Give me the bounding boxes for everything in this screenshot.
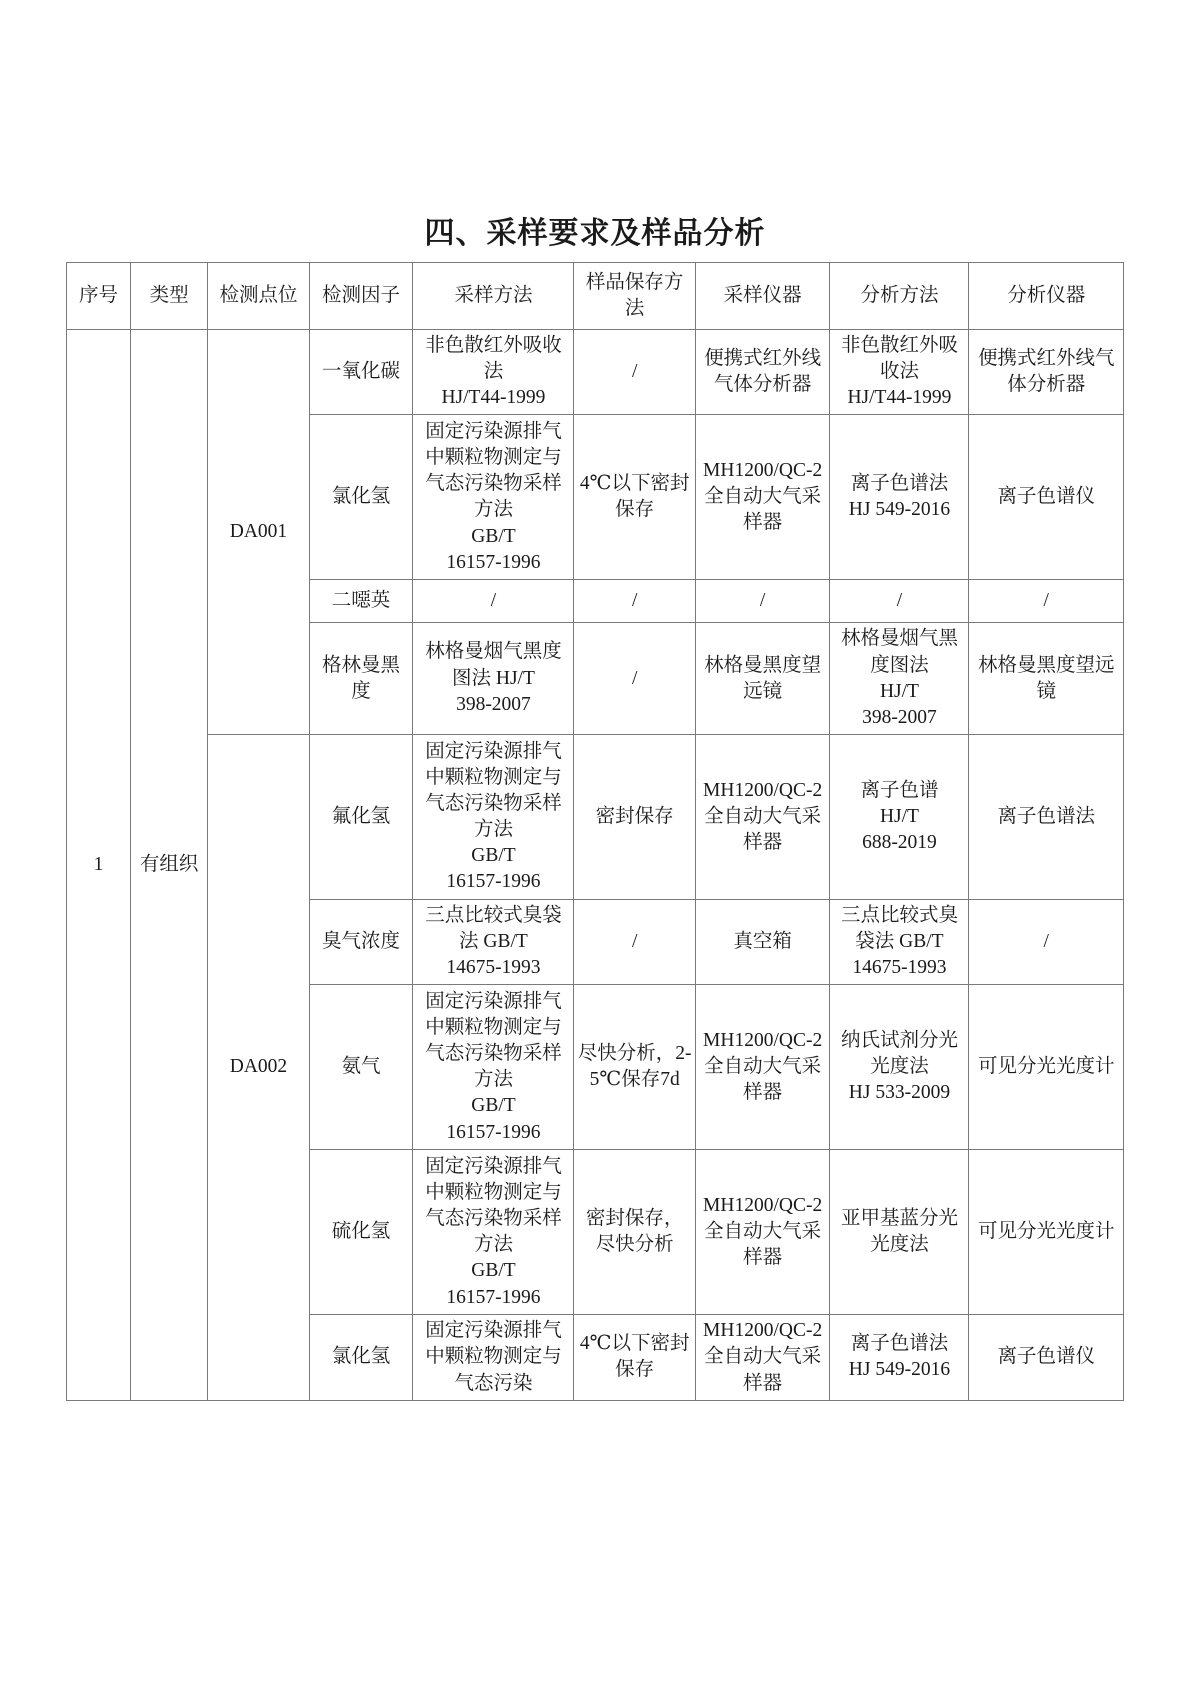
cell-sampling-method: 固定污染源排气中颗粒物测定与气态污染物采样方法 GB/T 16157-1996 xyxy=(413,1150,574,1315)
cell-analysis-instrument: 离子色谱法 xyxy=(969,734,1124,899)
cell-sampling-instrument: / xyxy=(695,580,830,623)
page-title: 四、采样要求及样品分析 xyxy=(424,217,766,250)
cell-factor: 臭气浓度 xyxy=(309,899,413,984)
cell-factor: 二噁英 xyxy=(309,580,413,623)
cell-analysis-method: 亚甲基蓝分光光度法 xyxy=(830,1150,969,1315)
cell-sampling-instrument: MH1200/QC-2 全自动大气采样器 xyxy=(695,1315,830,1400)
cell-monitoring-point-da001: DA001 xyxy=(208,330,310,735)
cell-preservation: 密封保存，尽快分析 xyxy=(574,1150,695,1315)
sampling-table-container xyxy=(66,262,1124,1401)
column-header-seq: 序号 xyxy=(67,263,131,330)
column-header-type: 类型 xyxy=(130,263,207,330)
cell-sampling-instrument: MH1200/QC-2 全自动大气采样器 xyxy=(695,734,830,899)
column-header-preserve: 样品保存方法 xyxy=(574,263,695,330)
cell-factor: 格林曼黑度 xyxy=(309,623,413,735)
cell-analysis-method: 离子色谱法 HJ 549-2016 xyxy=(830,1315,969,1400)
cell-sampling-method: 固定污染源排气中颗粒物测定与气态污染 xyxy=(413,1315,574,1400)
column-header-point: 检测点位 xyxy=(208,263,310,330)
sampling-requirements-table xyxy=(66,262,1124,1401)
cell-analysis-instrument: 可见分光光度计 xyxy=(969,985,1124,1150)
column-header-instrument: 分析仪器 xyxy=(969,263,1124,330)
table-row xyxy=(67,330,1124,415)
cell-sampling-instrument: 林格曼黑度望远镜 xyxy=(695,623,830,735)
cell-factor: 氯化氢 xyxy=(309,1315,413,1400)
cell-factor: 氟化氢 xyxy=(309,734,413,899)
cell-analysis-method: 林格曼烟气黑度图法 HJ/T 398-2007 xyxy=(830,623,969,735)
cell-analysis-instrument: 林格曼黑度望远镜 xyxy=(969,623,1124,735)
column-header-analysis: 分析方法 xyxy=(830,263,969,330)
cell-sampling-method: 非色散红外吸收法 HJ/T44-1999 xyxy=(413,330,574,415)
cell-sampling-instrument: MH1200/QC-2 全自动大气采样器 xyxy=(695,415,830,580)
cell-analysis-instrument: 离子色谱仪 xyxy=(969,415,1124,580)
cell-preservation: 4℃以下密封保存 xyxy=(574,415,695,580)
cell-sampling-method: 固定污染源排气中颗粒物测定与气态污染物采样方法 GB/T 16157-1996 xyxy=(413,985,574,1150)
cell-sampling-method: 固定污染源排气中颗粒物测定与气态污染物采样方法 GB/T 16157-1996 xyxy=(413,415,574,580)
cell-type: 有组织 xyxy=(130,330,207,1401)
cell-sampling-instrument: 便携式红外线气体分析器 xyxy=(695,330,830,415)
cell-analysis-method: 离子色谱 HJ/T 688-2019 xyxy=(830,734,969,899)
table-row xyxy=(67,734,1124,899)
cell-factor: 氯化氢 xyxy=(309,415,413,580)
cell-sequence-number: 1 xyxy=(67,330,131,1401)
cell-sampling-instrument: MH1200/QC-2 全自动大气采样器 xyxy=(695,1150,830,1315)
cell-preservation: / xyxy=(574,580,695,623)
cell-preservation: 密封保存 xyxy=(574,734,695,899)
cell-factor: 一氧化碳 xyxy=(309,330,413,415)
column-header-method: 采样方法 xyxy=(413,263,574,330)
cell-sampling-method: 固定污染源排气中颗粒物测定与气态污染物采样方法 GB/T 16157-1996 xyxy=(413,734,574,899)
cell-sampling-method: 林格曼烟气黑度图法 HJ/T 398-2007 xyxy=(413,623,574,735)
column-header-factor: 检测因子 xyxy=(309,263,413,330)
cell-preservation: / xyxy=(574,623,695,735)
cell-monitoring-point-da002: DA002 xyxy=(208,734,310,1400)
header-row xyxy=(67,263,1124,330)
cell-preservation: 尽快分析，2-5℃保存7d xyxy=(574,985,695,1150)
cell-analysis-method: 纳氏试剂分光光度法 HJ 533-2009 xyxy=(830,985,969,1150)
cell-analysis-instrument: 可见分光光度计 xyxy=(969,1150,1124,1315)
cell-analysis-instrument: / xyxy=(969,899,1124,984)
cell-preservation: / xyxy=(574,899,695,984)
column-header-sampler: 采样仪器 xyxy=(695,263,830,330)
cell-sampling-instrument: MH1200/QC-2 全自动大气采样器 xyxy=(695,985,830,1150)
cell-analysis-method: 离子色谱法 HJ 549-2016 xyxy=(830,415,969,580)
cell-preservation: 4℃以下密封保存 xyxy=(574,1315,695,1400)
cell-sampling-method: 三点比较式臭袋法 GB/T 14675-1993 xyxy=(413,899,574,984)
cell-factor: 硫化氢 xyxy=(309,1150,413,1315)
cell-factor: 氨气 xyxy=(309,985,413,1150)
table-body xyxy=(67,330,1124,1401)
cell-preservation: / xyxy=(574,330,695,415)
table-header xyxy=(67,263,1124,330)
cell-analysis-method: 非色散红外吸收法 HJ/T44-1999 xyxy=(830,330,969,415)
cell-analysis-method: / xyxy=(830,580,969,623)
cell-analysis-instrument: 离子色谱仪 xyxy=(969,1315,1124,1400)
cell-sampling-instrument: 真空箱 xyxy=(695,899,830,984)
cell-analysis-method: 三点比较式臭袋法 GB/T 14675-1993 xyxy=(830,899,969,984)
cell-analysis-instrument: / xyxy=(969,580,1124,623)
cell-sampling-method: / xyxy=(413,580,574,623)
cell-analysis-instrument: 便携式红外线气体分析器 xyxy=(969,330,1124,415)
